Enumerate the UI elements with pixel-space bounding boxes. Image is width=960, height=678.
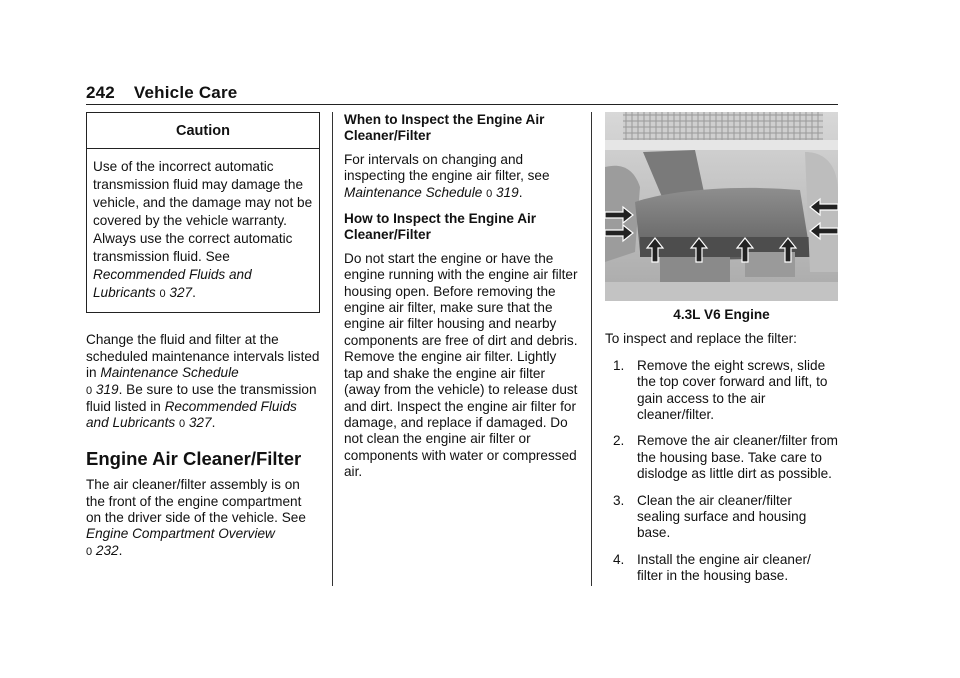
step-text: Install the engine air cleaner/ filter in the housing base.	[637, 551, 811, 584]
step-number: 4.	[613, 551, 625, 567]
para-text: . Be sure to use the transmission fluid listed in	[86, 381, 317, 415]
caution-page-ref[interactable]: 327	[169, 285, 193, 301]
page-ref-icon: 0	[159, 288, 166, 301]
caution-body-text: Use of the incorrect automatic transmission fluid may damage the vehicle, and the damage may not be covered by the vehicle warranty. Always use the correct automatic transmission fluid. See	[93, 159, 313, 265]
steps-list	[605, 358, 838, 585]
inspect-paragraph: Do not start the engine or have the engine running with the engine air filter housing open. Before removing the engine air filter, make sure that the engine air filter housing and nearby components are free of dirt and debris. Remove the engine air filter. Lightly tap and shake the engine air filter (away from the vehicle) to release dust and dirt. Inspect the engine air filter for damage, and replace if damaged. Do not clean the engine air filter or components with water or compressed air.	[344, 250, 578, 480]
subheading-when: When to Inspect the Engine Air Cleaner/Filter	[344, 112, 545, 144]
figure-caption: 4.3L V6 Engine	[673, 307, 770, 322]
page-ref[interactable]: 327	[188, 415, 212, 431]
caution-link[interactable]: Recommended Fluids and Lubricants	[93, 267, 252, 301]
page-number: 242	[86, 83, 115, 102]
step-text: Remove the eight screws, slide the top cover forward and lift, to gain access to the air cleaner/filter.	[637, 357, 828, 423]
page-ref[interactable]: 319	[496, 184, 519, 200]
section-title: Vehicle Care	[133, 83, 238, 102]
step-text: Remove the air cleaner/filter from the housing base. Take care to dislodge as little dirt as possible.	[637, 433, 838, 482]
caution-end: .	[192, 285, 196, 301]
column-2	[344, 112, 578, 481]
column-3	[605, 112, 838, 595]
para-end: .	[211, 415, 216, 431]
page-header	[86, 83, 237, 103]
para-text: The air cleaner/filter assembly is on the front of the engine compartment on the driver side of the vehicle. See	[86, 477, 306, 526]
caution-text	[87, 149, 319, 306]
intervals-paragraph	[344, 152, 578, 202]
column-1	[86, 112, 320, 560]
para-text: Change the fluid and filter at the scheduled maintenance intervals listed in	[86, 332, 320, 381]
column-divider-1	[332, 112, 333, 586]
engine-air-cleaner-figure	[605, 112, 838, 301]
recommended-fluids-link[interactable]: Recommended Fluids and Lubricants	[86, 399, 297, 431]
para-end: .	[118, 542, 123, 558]
page-ref[interactable]: 232	[95, 542, 119, 558]
caution-title: Caution	[87, 113, 319, 149]
page-ref-icon: 0	[486, 187, 493, 200]
caution-box	[86, 112, 320, 313]
para-end: .	[518, 184, 523, 200]
section-heading: Engine Air Cleaner/Filter	[86, 447, 302, 469]
page-ref[interactable]: 319	[95, 381, 119, 397]
column-divider-2	[591, 112, 592, 586]
header-rule	[86, 104, 838, 105]
list-item	[605, 493, 838, 542]
engine-compartment-link[interactable]: Engine Compartment Overview	[86, 526, 275, 542]
subheading-how: How to Inspect the Engine Air Cleaner/Filter	[344, 211, 537, 243]
engine-illustration	[605, 112, 838, 301]
page-ref-icon: 0	[86, 384, 93, 397]
air-cleaner-paragraph	[86, 477, 320, 560]
step-text: Clean the air cleaner/filter sealing surface and housing base.	[637, 492, 807, 541]
steps-intro: To inspect and replace the filter:	[605, 331, 797, 347]
step-number: 2.	[613, 433, 625, 449]
step-number: 3.	[613, 492, 625, 508]
list-item	[605, 552, 838, 585]
list-item	[605, 433, 838, 482]
maintenance-schedule-link[interactable]: Maintenance Schedule	[344, 184, 483, 200]
page-ref-icon: 0	[178, 418, 186, 431]
page-ref-icon: 0	[86, 545, 93, 558]
list-item	[605, 358, 838, 424]
step-number: 1.	[613, 357, 625, 373]
maintenance-schedule-link[interactable]: Maintenance Schedule	[100, 365, 239, 381]
para-text: For intervals on changing and inspecting the engine air filter, see	[344, 151, 550, 184]
fluid-change-paragraph	[86, 332, 320, 432]
